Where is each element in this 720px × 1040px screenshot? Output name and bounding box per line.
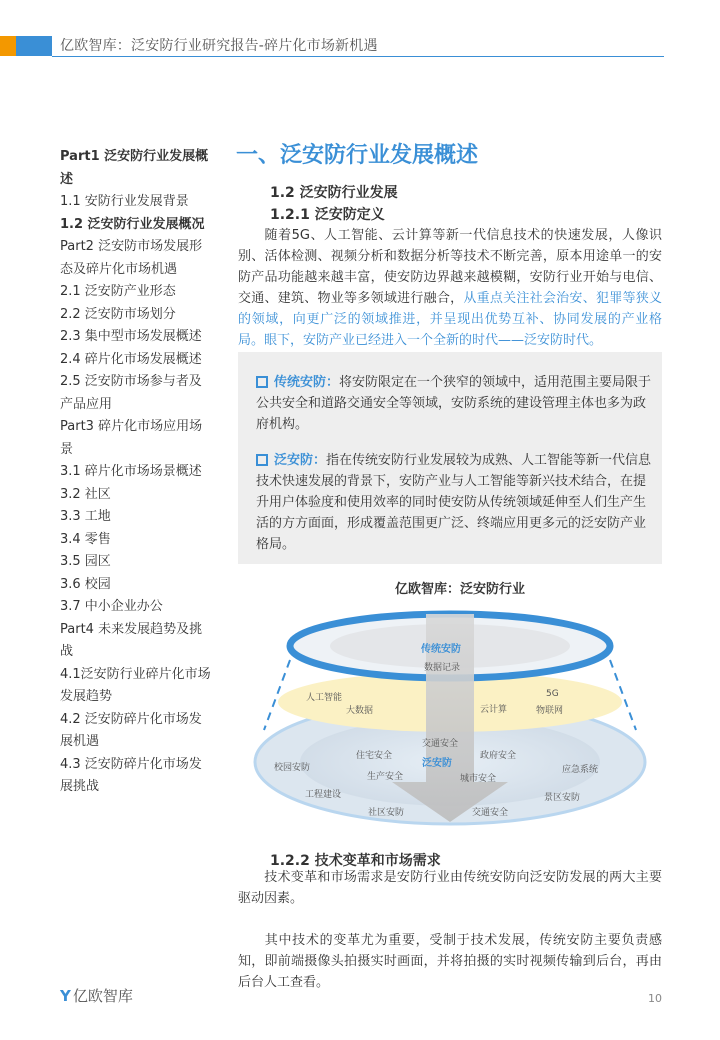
definition-traditional-key: 传统安防： [274,375,340,390]
toc-item[interactable]: 2.1 泛安防产业形态 [60,284,176,299]
diagram-mid-label: 5G [546,689,559,699]
square-bullet-icon [256,376,268,388]
diagram-bottom-label: 生产安全 [367,772,404,782]
heading-1-2-2: 1.2.2 技术变革和市场需求 [270,853,441,869]
toc-item[interactable]: 2.4 碎片化市场发展概述 [60,351,202,367]
toc-item[interactable]: 3.5 园区 [60,554,111,569]
square-bullet-icon [256,454,268,466]
diagram-bottom-label: 校园安防 [274,763,311,773]
page-number: 10 [648,992,662,1005]
diagram-mid-label: 云计算 [480,705,508,715]
footer-logo [60,985,133,1006]
page-header [0,0,720,62]
diagram-mid-label: 物联网 [536,706,564,716]
diagram-graphic [250,572,670,842]
paragraph-drivers-text: 技术变革和市场需求是安防行业由传统安防向泛安防发展的两大主要驱动因素。 [238,870,662,906]
definition-pan-text: 指在传统安防行业发展较为成熟、人工智能等新一代信息技术快速发展的背景下，安防产业与人工智能等新兴技术结合，在提升用户体验度和使用效率的同时使安防从传统领域延伸至人们生产生活的方方面面，形成覆盖范围更广泛、终端应用更多元的泛安防产业格局。 [256,453,652,552]
diagram-bottom-label: 社区安防 [368,808,405,818]
paragraph-tech-change-text: 其中技术的变革尤为重要，受制于技术发展，传统安防主要负责感知，即前端摄像头拍摄实时画面，并将拍摄的实时视频传输到后台，再由后台人工查看。 [238,933,662,990]
diagram-bottom-label: 政府安全 [480,751,517,761]
paragraph-drivers [238,867,662,909]
header-orange-bar [0,36,16,56]
toc-item[interactable]: Part1 泛安防行业发展概述 [60,149,209,187]
toc-item[interactable]: 3.3 工地 [60,509,111,524]
diagram-bottom-label: 交通安全 [422,739,459,749]
toc-item[interactable]: 3.1 碎片化市场场景概述 [60,464,202,479]
footer-logo-text: 亿欧智库 [72,987,133,1005]
toc-item[interactable]: Part4 未来发展趋势及挑战 [60,621,203,659]
definition-traditional-text: 将安防限定在一个狭窄的领域中，适用范围主要局限于公共安全和道路交通安全等领域，安防系统的建设管理主体也多为政府机构。 [256,375,652,432]
diagram-bottom-label: 工程建设 [305,790,342,800]
toc-item[interactable]: 3.6 校园 [60,576,111,592]
toc-item[interactable]: 2.5 泛安防市场参与者及产品应用 [60,374,202,412]
diagram-top-label: 传统安防 [421,644,461,655]
toc-item[interactable]: 1.2 泛安防行业发展概况 [60,216,205,232]
heading-1-2: 1.2 泛安防行业发展 [270,185,398,201]
toc-item[interactable]: Part3 碎片化市场应用场景 [60,419,203,457]
paragraph-definition-plain: 随着5G、人工智能、云计算等新一代信息技术的快速发展，人像识别、活体检测、视频分析和数据分析等技术不断完善，原本用途单一的安防产品功能越来越丰富，使安防边界越来越模糊，安防行业开始与电信、交通、建筑、物业等多领域进行融合， [238,228,662,306]
diagram-mid-label: 人工智能 [306,693,343,703]
diagram-title: 亿欧智库：泛安防行业 [394,582,525,597]
diagram-bottom-label: 城市安全 [460,774,497,784]
diagram-top-sub: 数据记录 [424,663,461,673]
diagram-bottom-label: 住宅安全 [356,751,393,761]
definition-pan-key: 泛安防： [274,453,327,468]
toc-item[interactable]: 1.1 安防行业发展背景 [60,194,189,209]
toc-item[interactable]: 4.3 泛安防碎片化市场发展挑战 [60,756,202,794]
header-title: 亿欧智库：泛安防行业研究报告-碎片化市场新机遇 [60,38,378,54]
section-title: 一、泛安防行业发展概述 [236,143,479,168]
definition-box [238,352,662,564]
toc-item[interactable]: 4.2 泛安防碎片化市场发展机遇 [60,711,202,749]
definition-pan [256,450,654,555]
y-logo-icon: Y [60,987,71,1005]
diagram-bottom-label: 景区安防 [544,793,581,803]
table-of-contents [60,146,212,799]
toc-item[interactable]: 2.2 泛安防市场划分 [60,306,176,322]
toc-item[interactable]: 3.7 中小企业办公 [60,599,163,614]
diagram-center-label: 泛安防 [422,758,452,769]
paragraph-tech-change [238,930,662,993]
heading-1-2-1: 1.2.1 泛安防定义 [270,207,385,223]
toc-item[interactable]: 2.3 集中型市场发展概述 [60,329,202,344]
header-rule [52,56,664,57]
toc-item[interactable]: Part2 泛安防市场发展形态及碎片化市场机遇 [60,239,203,277]
toc-item[interactable]: 3.2 社区 [60,486,111,502]
diagram-mid-label: 大数据 [346,706,374,716]
paragraph-definition [238,225,662,351]
paragraph-definition-highlight: 从重点关注社会治安、犯罪等狭义的领域，向更广泛的领域推进，并呈现出优势互补、协同发展的产业格局。眼下，安防产业已经进入一个全新的时代——泛安防时代。 [238,291,662,348]
definition-traditional [256,372,654,435]
pan-security-diagram [250,572,670,842]
diagram-bottom-label: 应急系统 [562,765,599,775]
header-blue-bar [16,36,52,56]
toc-item[interactable]: 4.1泛安防行业碎片化市场发展趋势 [60,666,211,704]
diagram-bottom-label: 交通安全 [472,808,509,818]
toc-item[interactable]: 3.4 零售 [60,531,111,547]
